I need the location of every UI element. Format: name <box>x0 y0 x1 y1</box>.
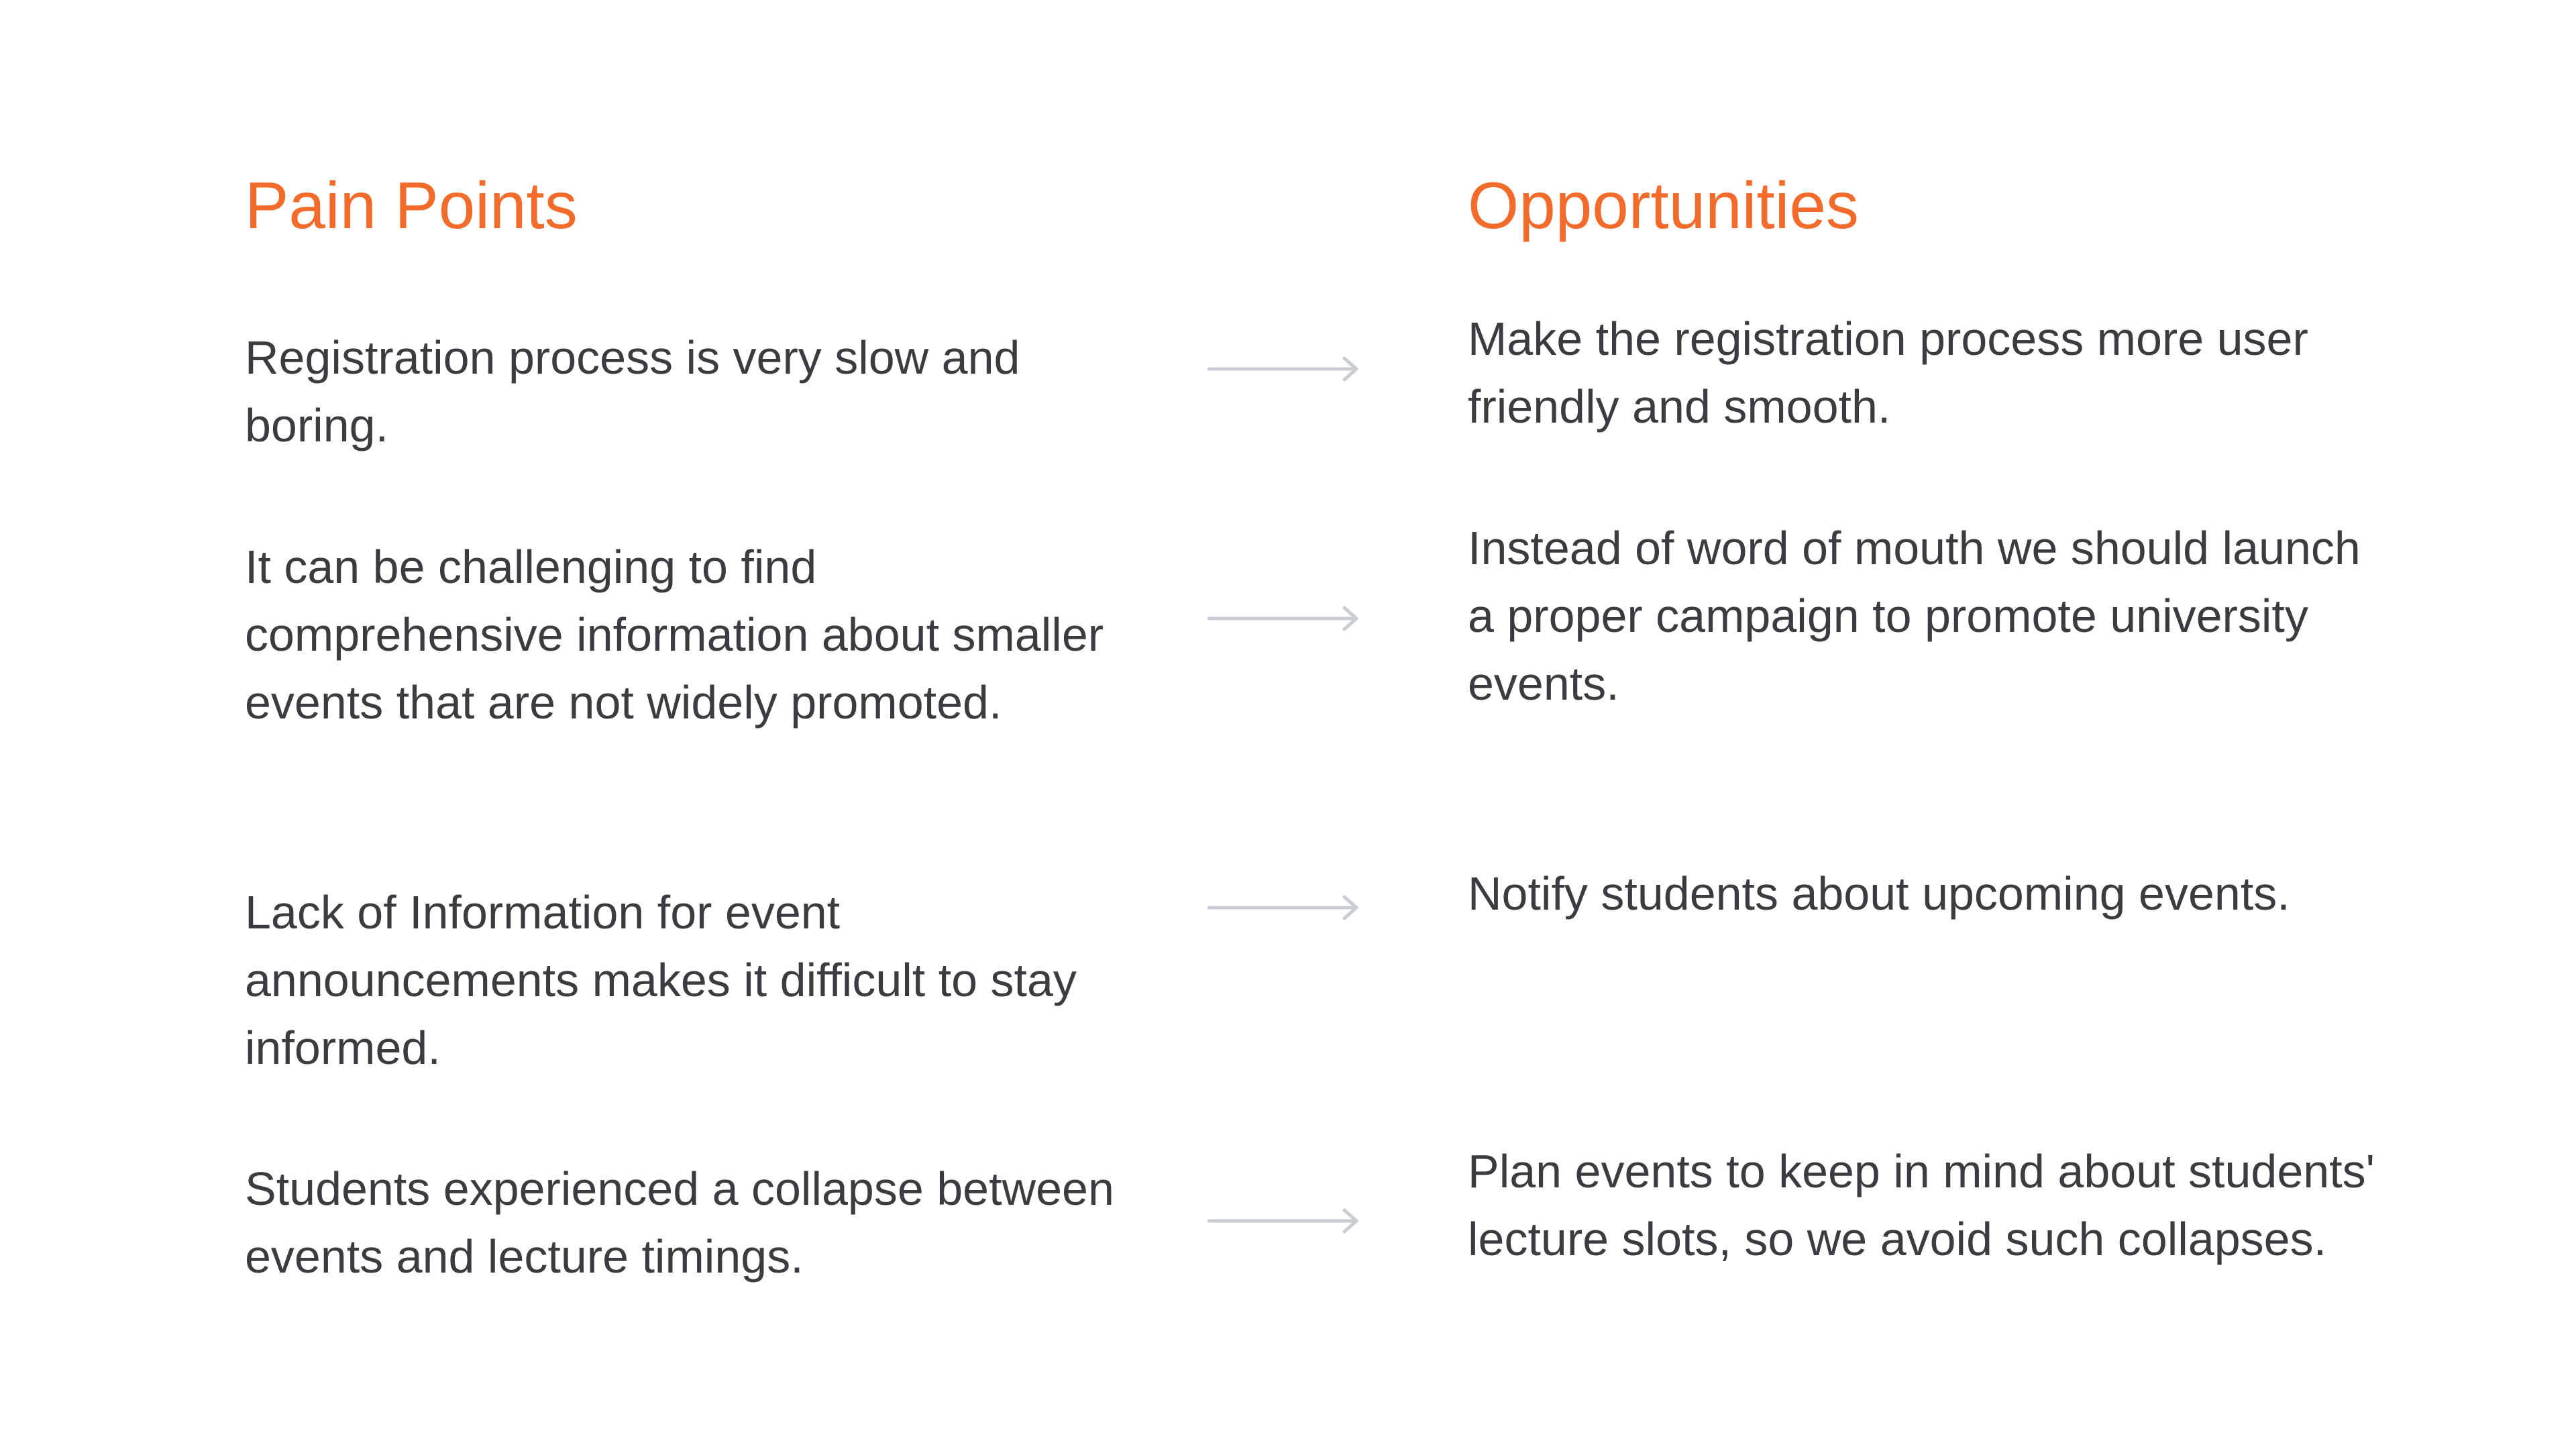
opportunities-heading: Opportunities <box>1468 168 1859 242</box>
arrow-right-icon <box>1208 894 1362 921</box>
pain-point-1: Registration process is very slow and boring. <box>245 331 1020 451</box>
pain-points-heading: Pain Points <box>245 168 578 242</box>
pain-point-2: It can be challenging to find comprehensive information about smaller events that are not widely promoted. <box>245 541 1104 729</box>
arrow-right-icon <box>1208 1208 1362 1234</box>
pain-point-3: Lack of Information for event announcements makes it difficult to stay informed. <box>245 886 1077 1074</box>
opportunity-4: Plan events to keep in mind about students' lecture slots, so we avoid such collapses. <box>1468 1145 2375 1265</box>
arrow-right-icon <box>1208 356 1362 382</box>
opportunity-2: Instead of word of mouth we should launch a proper campaign to promote university events. <box>1468 522 2361 710</box>
pain-point-4: Students experienced a collapse between events and lecture timings. <box>245 1163 1114 1283</box>
opportunity-1: Make the registration process more user friendly and smooth. <box>1468 313 2308 433</box>
opportunity-3: Notify students about upcoming events. <box>1468 867 2290 920</box>
arrow-right-icon <box>1208 605 1362 632</box>
